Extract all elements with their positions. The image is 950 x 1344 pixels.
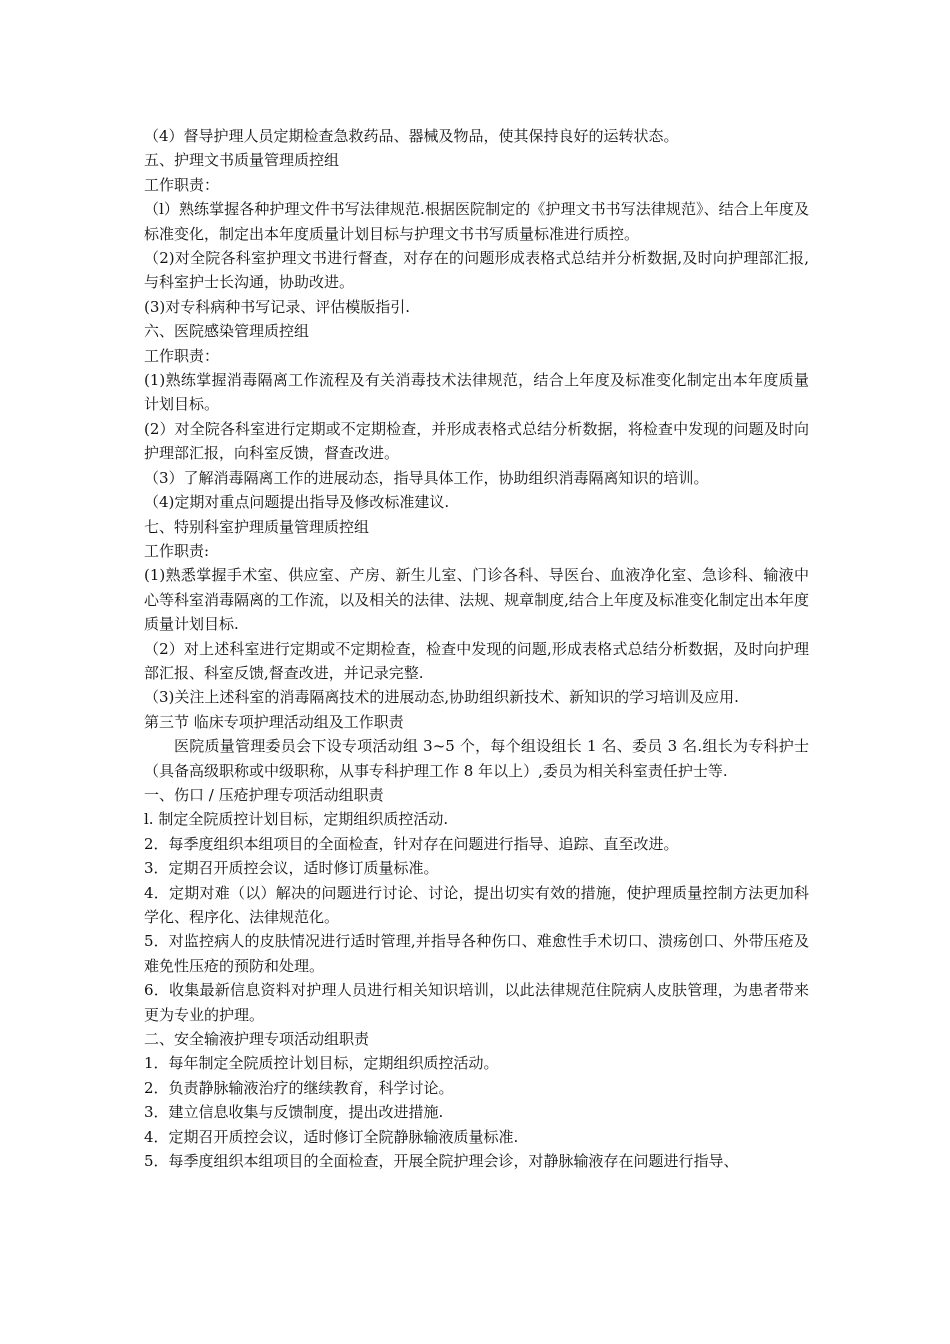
list-item: 6．收集最新信息资料对护理人员进行相关知识培训，以此法律规范住院病人皮肤管理，为患者带来更为专业的护理。 <box>144 981 809 1024</box>
paragraph: (3)对专科病种书写记录、评估模版指引. <box>144 297 411 316</box>
duty-label: 工作职责: <box>144 541 210 560</box>
list-item: 3．定期召开质控会议，适时修订质量标准。 <box>144 859 439 878</box>
list-item: 1．每年制定全院质控计划目标，定期组织质控活动。 <box>144 1054 499 1073</box>
paragraph: （3）了解消毒隔离工作的进展动态，指导具体工作，协助组织消毒隔离知识的培训。 <box>144 468 709 487</box>
intro-paragraph: 医院质量管理委员会下设专项活动组 3~5 个，每个组设组长 1 名、委员 3 名.组长为专科护士（具备高级职称或中级职称，从事专科护理工作 8 年以上）,委员为相关科室责任护士等. <box>144 737 809 780</box>
paragraph: （2)对全院各科室护理文书进行督查，对存在的问题形成表格式总结并分析数据,及时向护理部汇报,与科室护士长沟通，协助改进。 <box>144 249 809 292</box>
chapter-heading: 第三节 临床专项护理活动组及工作职责 <box>144 712 404 731</box>
list-item: 2．每季度组织本组项目的全面检查，针对存在问题进行指导、追踪、直至改进。 <box>144 834 679 853</box>
paragraph: （4)定期对重点问题提出指导及修改标准建议. <box>144 493 450 512</box>
duty-label: 工作职责： <box>144 175 220 194</box>
paragraph: (2）对全院各科室进行定期或不定期检查，并形成表格式总结分析数据，将检查中发现的问题及时向护理部汇报，向科室反馈，督查改进。 <box>144 419 809 463</box>
paragraph: （4）督导护理人员定期检查急救药品、器械及物品，使其保持良好的运转状态。 <box>144 127 679 145</box>
list-item: 2．负责静脉输液治疗的继续教育，科学讨论。 <box>144 1078 454 1097</box>
document-page <box>144 124 809 1173</box>
paragraph: (1)熟练掌握消毒隔离工作流程及有关消毒技术法律规范，结合上年度及标准变化制定出本年度质量计划目标。 <box>144 371 809 414</box>
list-item: 4．定期召开质控会议，适时修订全院静脉输液质量标准. <box>144 1127 519 1146</box>
list-item: 3．建立信息收集与反馈制度，提出改进措施. <box>144 1103 444 1122</box>
list-item: 5．对监控病人的皮肤情况进行适时管理,并指导各种伤口、难愈性手术切口、溃疡创口、外带压疮及难免性压疮的预防和处理。 <box>144 932 809 975</box>
duty-label: 工作职责： <box>144 346 220 365</box>
section-heading: 六、医院感染管理质控组 <box>144 322 310 341</box>
list-item: 5．每季度组织本组项目的全面检查，开展全院护理会诊，对静脉输液存在问题进行指导、 <box>144 1152 739 1171</box>
section-heading: 七、特别科室护理质量管理质控组 <box>144 517 370 536</box>
paragraph: (1)熟悉掌握手术室、供应室、产房、新生儿室、门诊各科、导医台、血液净化室、急诊科、输液中心等科室消毒隔离的工作流，以及相关的法律、法规、规章制度,结合上年度及标准变化制定出本年度质量计划目标. <box>144 566 809 634</box>
list-item: l. 制定全院质控计划目标，定期组织质控活动. <box>144 810 449 829</box>
section-heading: 一、伤口 / 压疮护理专项活动组职责 <box>144 785 384 804</box>
section-heading: 五、护理文书质量管理质控组 <box>144 151 340 170</box>
list-item: 4．定期对难（以）解决的问题进行讨论、讨论，提出切实有效的措施，使护理质量控制方法更加科学化、程序化、法律规范化。 <box>144 883 809 926</box>
paragraph: （2）对上述科室进行定期或不定期检查，检查中发现的问题,形成表格式总结分析数据，及时向护理部汇报、科室反馈,督查改进，并记录完整. <box>144 639 809 682</box>
paragraph: （l）熟练掌握各种护理文件书写法律规范.根据医院制定的《护理文书书写法律规范》、结合上年度及标准变化，制定出本年度质量计划目标与护理文书书写质量标准进行质控。 <box>144 200 809 243</box>
paragraph: （3)关注上述科室的消毒隔离技术的进展动态,协助组织新技术、新知识的学习培训及应用. <box>144 688 739 707</box>
section-heading: 二、安全输液护理专项活动组职责 <box>144 1030 370 1049</box>
